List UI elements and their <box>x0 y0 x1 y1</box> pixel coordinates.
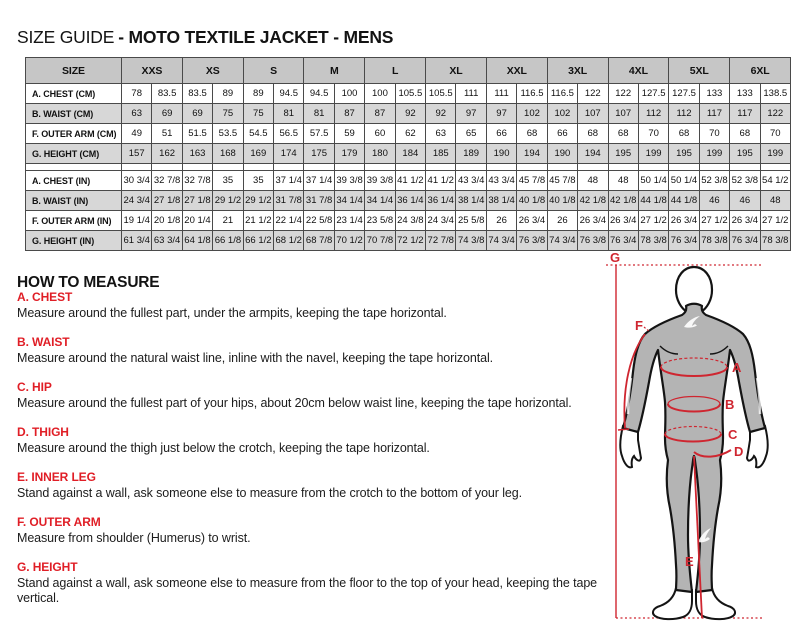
table-cell: 185 <box>426 144 456 164</box>
table-cell: 56.5 <box>274 124 304 144</box>
table-cell: 179 <box>334 144 364 164</box>
table-cell: 54.5 <box>243 124 273 144</box>
table-cell: 180 <box>365 144 395 164</box>
table-cell: 199 <box>760 144 790 164</box>
table-cell: 26 <box>547 211 577 231</box>
table-cell: 87 <box>365 104 395 124</box>
table-cell: 38 1/4 <box>456 191 486 211</box>
table-cell: 122 <box>608 84 638 104</box>
table-cell: 94.5 <box>304 84 334 104</box>
table-cell: 107 <box>608 104 638 124</box>
separator-cell <box>608 164 638 171</box>
table-cell: 29 1/2 <box>213 191 243 211</box>
table-cell: 105.5 <box>395 84 425 104</box>
measure-label-chest: A. CHEST <box>17 290 73 304</box>
table-cell: 116.5 <box>517 84 547 104</box>
measure-text-inner-leg: Stand against a wall, ask someone else to measure from the crotch to the bottom of your leg. <box>17 486 522 500</box>
table-cell: 32 7/8 <box>152 171 182 191</box>
table-cell: 29 1/2 <box>243 191 273 211</box>
table-cell: 107 <box>578 104 608 124</box>
separator-cell <box>456 164 486 171</box>
table-row <box>26 211 791 231</box>
table-cell: 122 <box>578 84 608 104</box>
table-cell: 48 <box>608 171 638 191</box>
separator-cell <box>638 164 668 171</box>
table-cell: 34 1/4 <box>365 191 395 211</box>
size-column-header: XL <box>426 58 487 84</box>
table-cell: 162 <box>152 144 182 164</box>
table-cell: 63 3/4 <box>152 231 182 251</box>
measure-label-thigh: D. THIGH <box>17 425 69 439</box>
table-cell: 81 <box>304 104 334 124</box>
figure-label-thigh: D <box>734 444 744 459</box>
table-cell: 105.5 <box>426 84 456 104</box>
separator-cell <box>213 164 243 171</box>
table-cell: 76 3/4 <box>730 231 760 251</box>
measure-label-hip: C. HIP <box>17 380 52 394</box>
table-cell: 75 <box>243 104 273 124</box>
table-cell: 138.5 <box>760 84 790 104</box>
table-row <box>26 171 791 191</box>
separator-cell <box>182 164 212 171</box>
table-cell: 23 5/8 <box>365 211 395 231</box>
table-cell: 23 1/4 <box>334 211 364 231</box>
table-row <box>26 231 791 251</box>
size-column-header: 5XL <box>669 58 730 84</box>
table-cell: 20 1/4 <box>182 211 212 231</box>
table-cell: 36 1/4 <box>426 191 456 211</box>
measure-text-chest: Measure around the fullest part, under the armpits, keeping the tape horizontal. <box>17 306 447 320</box>
table-cell: 102 <box>547 104 577 124</box>
separator-cell <box>395 164 425 171</box>
table-row-label: B. WAIST (IN) <box>26 191 122 211</box>
table-cell: 133 <box>730 84 760 104</box>
table-cell: 27 1/2 <box>760 211 790 231</box>
figure-label-inner-leg: E <box>685 554 694 569</box>
table-row <box>26 124 791 144</box>
table-cell: 68 <box>517 124 547 144</box>
table-cell: 195 <box>730 144 760 164</box>
table-cell: 31 7/8 <box>304 191 334 211</box>
table-cell: 168 <box>213 144 243 164</box>
table-cell: 68 <box>669 124 699 144</box>
table-cell: 199 <box>638 144 668 164</box>
table-cell: 42 1/8 <box>578 191 608 211</box>
measure-section-thigh <box>17 425 617 456</box>
table-cell: 97 <box>486 104 516 124</box>
table-cell: 65 <box>456 124 486 144</box>
table-cell: 32 7/8 <box>182 171 212 191</box>
table-cell: 78 3/8 <box>699 231 729 251</box>
table-cell: 112 <box>669 104 699 124</box>
measure-section-outer-arm <box>17 515 617 546</box>
table-cell: 81 <box>274 104 304 124</box>
table-cell: 35 <box>243 171 273 191</box>
table-cell: 89 <box>243 84 273 104</box>
table-cell: 68 7/8 <box>304 231 334 251</box>
measure-label-waist: B. WAIST <box>17 335 70 349</box>
table-cell: 51 <box>152 124 182 144</box>
page-title <box>17 27 393 48</box>
table-cell: 68 <box>608 124 638 144</box>
table-cell: 26 <box>486 211 516 231</box>
table-cell: 41 1/2 <box>395 171 425 191</box>
page-title-bold: - MOTO TEXTILE JACKET - MENS <box>118 26 394 47</box>
size-table-wrap <box>25 57 791 251</box>
table-cell: 70 1/2 <box>334 231 364 251</box>
table-cell: 24 3/4 <box>122 191 152 211</box>
table-cell: 21 <box>213 211 243 231</box>
size-column-header: XXL <box>486 58 547 84</box>
table-cell: 78 3/8 <box>638 231 668 251</box>
size-column-header: XXS <box>122 58 183 84</box>
table-cell: 24 3/4 <box>426 211 456 231</box>
separator-cell <box>26 164 122 171</box>
table-cell: 70 <box>760 124 790 144</box>
table-cell: 184 <box>395 144 425 164</box>
table-cell: 169 <box>243 144 273 164</box>
table-cell: 37 1/4 <box>274 171 304 191</box>
figure-label-hip: C <box>728 427 738 442</box>
table-cell: 48 <box>578 171 608 191</box>
figure-label-outer-arm: F <box>635 318 643 333</box>
table-cell: 70 <box>638 124 668 144</box>
table-cell: 94.5 <box>274 84 304 104</box>
table-cell: 194 <box>578 144 608 164</box>
table-cell: 76 3/4 <box>669 231 699 251</box>
size-column-header: L <box>365 58 426 84</box>
table-cell: 43 3/4 <box>486 171 516 191</box>
table-cell: 163 <box>182 144 212 164</box>
table-row <box>26 144 791 164</box>
separator-cell <box>243 164 273 171</box>
measure-section-chest <box>17 290 617 321</box>
table-cell: 117 <box>699 104 729 124</box>
table-cell: 44 1/8 <box>669 191 699 211</box>
table-cell: 66 1/8 <box>213 231 243 251</box>
size-table-corner: SIZE <box>26 58 122 84</box>
size-column-header: 6XL <box>730 58 791 84</box>
table-cell: 68 <box>578 124 608 144</box>
table-cell: 70 7/8 <box>365 231 395 251</box>
table-cell: 68 1/2 <box>274 231 304 251</box>
measure-label-outer-arm: F. OUTER ARM <box>17 515 101 529</box>
separator-cell <box>578 164 608 171</box>
measure-section-waist <box>17 335 617 366</box>
table-cell: 69 <box>182 104 212 124</box>
figure-left-foot <box>653 588 692 619</box>
size-table-body <box>26 84 791 251</box>
table-row-label: B. WAIST (CM) <box>26 104 122 124</box>
table-cell: 78 <box>122 84 152 104</box>
table-cell: 112 <box>638 104 668 124</box>
table-cell: 38 1/4 <box>486 191 516 211</box>
table-row-label: G. HEIGHT (IN) <box>26 231 122 251</box>
table-cell: 27 1/8 <box>182 191 212 211</box>
measure-section-height <box>17 560 617 606</box>
table-cell: 68 <box>730 124 760 144</box>
table-cell: 175 <box>304 144 334 164</box>
page-title-regular: SIZE GUIDE <box>17 26 115 47</box>
table-cell: 127.5 <box>669 84 699 104</box>
table-cell: 45 7/8 <box>547 171 577 191</box>
table-cell: 64 1/8 <box>182 231 212 251</box>
table-cell: 190 <box>486 144 516 164</box>
table-cell: 40 1/8 <box>547 191 577 211</box>
table-cell: 44 1/8 <box>638 191 668 211</box>
table-cell: 194 <box>517 144 547 164</box>
table-cell: 190 <box>547 144 577 164</box>
body-diagram <box>598 250 800 641</box>
table-cell: 89 <box>213 84 243 104</box>
table-cell: 195 <box>608 144 638 164</box>
size-table <box>25 57 791 251</box>
size-column-header: M <box>304 58 365 84</box>
separator-cell <box>699 164 729 171</box>
table-cell: 52 3/8 <box>699 171 729 191</box>
table-cell: 74 3/4 <box>547 231 577 251</box>
table-cell: 63 <box>122 104 152 124</box>
table-cell: 49 <box>122 124 152 144</box>
table-cell: 76 3/8 <box>517 231 547 251</box>
figure-body-suit <box>623 304 765 592</box>
measure-label-height: G. HEIGHT <box>17 560 78 574</box>
table-row <box>26 191 791 211</box>
table-cell: 45 7/8 <box>517 171 547 191</box>
size-column-header: XS <box>182 58 243 84</box>
table-cell: 46 <box>699 191 729 211</box>
table-cell: 35 <box>213 171 243 191</box>
table-cell: 22 5/8 <box>304 211 334 231</box>
table-cell: 195 <box>669 144 699 164</box>
table-cell: 36 1/4 <box>395 191 425 211</box>
measure-section-hip <box>17 380 617 411</box>
separator-cell <box>486 164 516 171</box>
table-cell: 21 1/2 <box>243 211 273 231</box>
table-cell: 199 <box>699 144 729 164</box>
table-cell: 19 1/4 <box>122 211 152 231</box>
table-cell: 25 5/8 <box>456 211 486 231</box>
table-row-label: F. OUTER ARM (IN) <box>26 211 122 231</box>
table-cell: 37 1/4 <box>304 171 334 191</box>
separator-cell <box>426 164 456 171</box>
table-cell: 102 <box>517 104 547 124</box>
table-cell: 74 3/4 <box>486 231 516 251</box>
table-cell: 70 <box>699 124 729 144</box>
table-cell: 51.5 <box>182 124 212 144</box>
table-cell: 57.5 <box>304 124 334 144</box>
how-to-measure-sections <box>17 290 617 620</box>
table-cell: 50 1/4 <box>669 171 699 191</box>
table-cell: 39 3/8 <box>365 171 395 191</box>
table-cell: 72 7/8 <box>426 231 456 251</box>
separator-cell <box>517 164 547 171</box>
table-cell: 26 3/4 <box>608 211 638 231</box>
table-cell: 92 <box>426 104 456 124</box>
separator-cell <box>730 164 760 171</box>
table-row-label: G. HEIGHT (CM) <box>26 144 122 164</box>
table-cell: 60 <box>365 124 395 144</box>
separator-cell <box>152 164 182 171</box>
table-cell: 87 <box>334 104 364 124</box>
table-row-label: A. CHEST (CM) <box>26 84 122 104</box>
table-cell: 157 <box>122 144 152 164</box>
table-cell: 66 1/2 <box>243 231 273 251</box>
separator-cell <box>760 164 790 171</box>
table-cell: 42 1/8 <box>608 191 638 211</box>
table-cell: 72 1/2 <box>395 231 425 251</box>
table-cell: 189 <box>456 144 486 164</box>
measure-label-inner-leg: E. INNER LEG <box>17 470 96 484</box>
figure-label-waist: B <box>725 397 735 412</box>
table-cell: 61 3/4 <box>122 231 152 251</box>
unit-separator-row <box>26 164 791 171</box>
table-cell: 133 <box>699 84 729 104</box>
table-cell: 100 <box>334 84 364 104</box>
table-row <box>26 84 791 104</box>
table-cell: 100 <box>365 84 395 104</box>
table-row <box>26 104 791 124</box>
table-cell: 76 3/8 <box>578 231 608 251</box>
table-cell: 22 1/4 <box>274 211 304 231</box>
table-cell: 46 <box>730 191 760 211</box>
table-cell: 50 1/4 <box>638 171 668 191</box>
table-cell: 63 <box>426 124 456 144</box>
table-cell: 76 3/4 <box>608 231 638 251</box>
table-cell: 27 1/8 <box>152 191 182 211</box>
table-cell: 122 <box>760 104 790 124</box>
size-table-head <box>26 58 791 84</box>
table-cell: 24 3/8 <box>395 211 425 231</box>
table-cell: 75 <box>213 104 243 124</box>
separator-cell <box>304 164 334 171</box>
table-cell: 174 <box>274 144 304 164</box>
measure-text-hip: Measure around the fullest part of your hips, about 20cm below waist line, keeping the tape horizontal. <box>17 396 572 410</box>
separator-cell <box>365 164 395 171</box>
table-cell: 20 1/8 <box>152 211 182 231</box>
table-cell: 26 3/4 <box>669 211 699 231</box>
table-cell: 66 <box>547 124 577 144</box>
table-cell: 48 <box>760 191 790 211</box>
table-cell: 26 3/4 <box>517 211 547 231</box>
table-cell: 111 <box>456 84 486 104</box>
separator-cell <box>274 164 304 171</box>
table-cell: 31 7/8 <box>274 191 304 211</box>
figure-label-chest: A <box>732 360 742 375</box>
size-column-header: S <box>243 58 304 84</box>
table-cell: 69 <box>152 104 182 124</box>
table-cell: 40 1/8 <box>517 191 547 211</box>
table-cell: 83.5 <box>152 84 182 104</box>
measure-text-height: Stand against a wall, ask someone else to measure from the floor to the top of your head, keeping the tape vertical. <box>17 576 598 605</box>
table-cell: 78 3/8 <box>760 231 790 251</box>
table-cell: 52 3/8 <box>730 171 760 191</box>
table-cell: 53.5 <box>213 124 243 144</box>
table-cell: 117 <box>730 104 760 124</box>
table-row-label: A. CHEST (IN) <box>26 171 122 191</box>
table-cell: 27 1/2 <box>638 211 668 231</box>
table-cell: 97 <box>456 104 486 124</box>
table-cell: 34 1/4 <box>334 191 364 211</box>
table-row-label: F. OUTER ARM (CM) <box>26 124 122 144</box>
separator-cell <box>669 164 699 171</box>
table-cell: 62 <box>395 124 425 144</box>
table-cell: 54 1/2 <box>760 171 790 191</box>
table-cell: 92 <box>395 104 425 124</box>
size-column-header: 4XL <box>608 58 669 84</box>
table-cell: 111 <box>486 84 516 104</box>
table-cell: 27 1/2 <box>699 211 729 231</box>
outer-arm-end-tick <box>618 429 629 430</box>
size-column-header: 3XL <box>547 58 608 84</box>
figure-label-height: G <box>610 250 621 265</box>
measurement-figure <box>598 250 800 641</box>
separator-cell <box>122 164 152 171</box>
table-cell: 59 <box>334 124 364 144</box>
table-cell: 116.5 <box>547 84 577 104</box>
measure-section-inner-leg <box>17 470 617 501</box>
table-cell: 74 3/8 <box>456 231 486 251</box>
table-cell: 127.5 <box>638 84 668 104</box>
table-cell: 26 3/4 <box>578 211 608 231</box>
table-cell: 41 1/2 <box>426 171 456 191</box>
measure-text-waist: Measure around the natural waist line, inline with the navel, keeping the tape horizontal. <box>17 351 494 365</box>
table-cell: 83.5 <box>182 84 212 104</box>
table-cell: 39 3/8 <box>334 171 364 191</box>
table-cell: 30 3/4 <box>122 171 152 191</box>
table-cell: 26 3/4 <box>730 211 760 231</box>
table-cell: 43 3/4 <box>456 171 486 191</box>
separator-cell <box>334 164 364 171</box>
measure-text-outer-arm: Measure from shoulder (Humerus) to wrist. <box>17 531 251 545</box>
separator-cell <box>547 164 577 171</box>
how-to-measure-heading: HOW TO MEASURE <box>17 273 160 291</box>
table-cell: 66 <box>486 124 516 144</box>
measure-text-thigh: Measure around the thigh just below the crotch, keeping the tape horizontal. <box>17 441 430 455</box>
